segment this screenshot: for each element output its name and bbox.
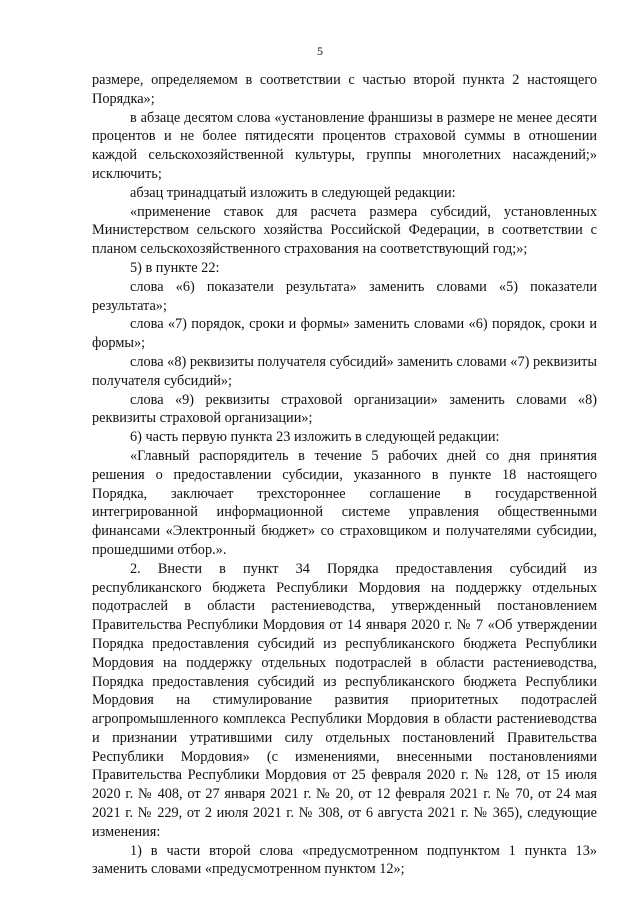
paragraph: 2. Внести в пункт 34 Порядка предоставления субсидий из республиканского бюджета Республики Мордовия на поддержку отдельных подотраслей в области растениеводства, утвержденный постановлением Правительства Республики Мордовия от 14 января 2020 г. № 7 «Об утверждении Порядка предоставления субсидий из республиканского бюджета Республики Мордовия на поддержку отдельных подотраслей в области растениеводства, Порядка предоставления субсидий из республиканского бюджета Республики Мордовия на стимулирование развития приоритетных подотраслей агропромышленного комплекса Республики Мордовия в области растениеводства и признании утратившими силу отдельных постановлений Правительства Республики Мордовия» (с изменениями, внесенными постановлениями Правительства Республики Мордовия от 25 февраля 2020 г. № 128, от 15 июля 2020 г. № 408, от 27 января 2021 г. № 20, от 12 февраля 2021 г. № 70, от 24 мая 2021 г. № 229, от 2 июля 2021 г. № 308, от 6 августа 2021 г. № 365), следующие изменения: <box>92 560 597 840</box>
paragraph: размере, определяемом в соответствии с частью второй пункта 2 настоящего Порядка»; <box>92 72 597 107</box>
paragraph: слова «6) показатели результата» заменить словами «5) показатели результата»; <box>92 278 597 314</box>
paragraph: слова «8) реквизиты получателя субсидий» заменить словами «7) реквизиты получателя субсидий»; <box>92 353 597 389</box>
paragraph: 5) в пункте 22: <box>130 259 220 276</box>
document-body <box>92 71 597 879</box>
paragraph: слова «7) порядок, сроки и формы» заменить словами «6) порядок, сроки и формы»; <box>92 316 597 352</box>
page-number: 5 <box>317 44 323 58</box>
paragraph: слова «9) реквизиты страховой организации» заменить словами «8) реквизиты страховой организации»; <box>92 391 597 427</box>
paragraph: абзац тринадцатый изложить в следующей редакции: <box>130 184 456 201</box>
paragraph: «Главный распорядитель в течение 5 рабочих дней со дня принятия решения о предоставлении субсидии, указанного в пункте 18 настоящего Порядка, заключает трехстороннее соглашение в государственной интегрированной информационной системе управления общественными финансами «Электронный бюджет» со страховщиком и получателями субсидии, прошедшими отбор.». <box>92 447 597 558</box>
paragraph: 6) часть первую пункта 23 изложить в следующей редакции: <box>130 429 500 446</box>
paragraph: в абзаце десятом слова «установление франшизы в размере не менее десяти процентов и не более пятидесяти процентов страховой суммы в отношении каждой сельскохозяйственной культуры, группы многолетних насаждений;» исключить; <box>92 109 597 182</box>
paragraph: «применение ставок для расчета размера субсидий, установленных Министерством сельского хозяйства Российской Федерации, в соответствии с планом сельскохозяйственного страхования на соответствующий год;»; <box>92 203 597 258</box>
paragraph: 1) в части второй слова «предусмотренном подпунктом 1 пункта 13» заменить словами «предусмотренном пунктом 12»; <box>92 842 597 878</box>
